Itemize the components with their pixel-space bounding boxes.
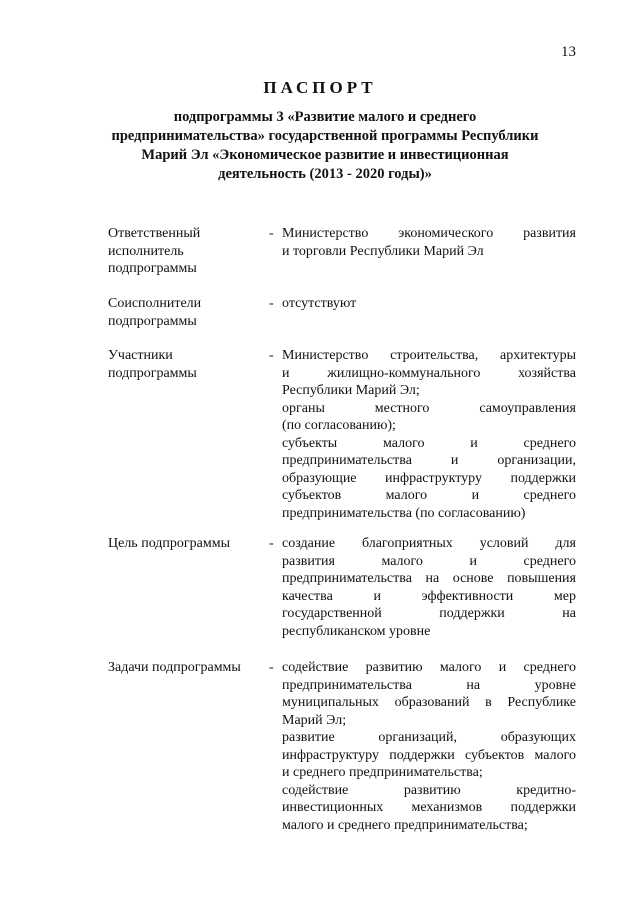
row-label xyxy=(108,347,258,382)
row-value-line xyxy=(282,817,576,835)
subtitle-line: Марий Эл «Экономическое развитие и инвестиционная xyxy=(141,147,509,163)
value-word: Республике xyxy=(507,695,576,710)
value-word: образований xyxy=(394,695,470,710)
value-word: поддержки xyxy=(510,470,576,486)
row-value-line xyxy=(282,347,576,365)
value-word: на xyxy=(562,606,576,621)
row-label-line: подпрограммы xyxy=(108,365,197,381)
value-word: предпринимательства xyxy=(282,677,412,693)
row-dash: - xyxy=(269,226,274,241)
row-value-line xyxy=(282,623,576,641)
value-word: образующих xyxy=(500,730,576,745)
row-value-line xyxy=(282,382,576,400)
row-value-line xyxy=(282,782,576,800)
row-value xyxy=(282,347,576,522)
value-word: субъектов xyxy=(282,488,342,503)
row-label xyxy=(108,659,258,677)
row-value-line xyxy=(282,400,576,418)
row-label-line: подпрограммы xyxy=(108,313,197,329)
value-word: субъектов xyxy=(465,747,525,763)
row-value-line xyxy=(282,659,576,677)
value-word: и xyxy=(373,588,381,604)
value-word: в xyxy=(485,695,492,710)
value-word: инфраструктуру xyxy=(385,470,482,486)
value-word: организаций, xyxy=(378,730,458,745)
row-label xyxy=(108,295,258,330)
value-word: экономического xyxy=(398,226,494,241)
value-word: на xyxy=(466,677,481,693)
value-word: Марий Эл; xyxy=(282,712,347,728)
subtitle-line: деятельность (2013 - 2020 годы)» xyxy=(218,166,432,182)
value-word: малого и среднего предпринимательства; xyxy=(282,817,528,833)
value-word: среднего xyxy=(523,660,576,675)
value-word: условий xyxy=(479,536,529,551)
row-label-line: Участники xyxy=(108,348,173,363)
value-word: содействие xyxy=(282,782,349,798)
value-word: образующие xyxy=(282,470,357,486)
value-word: поддержки xyxy=(510,800,576,815)
row-value-line xyxy=(282,535,576,553)
row-value-line xyxy=(282,470,576,488)
value-word: предпринимательства xyxy=(282,571,412,586)
subtitle-line: предпринимательства» государственной программы Республики xyxy=(111,128,539,144)
row-value-line xyxy=(282,365,576,383)
value-word: среднего xyxy=(523,488,576,503)
value-word: малого xyxy=(534,747,576,763)
value-word: и среднего предпринимательства; xyxy=(282,765,483,780)
value-word: механизмов xyxy=(411,800,483,815)
value-word: архитектуры xyxy=(500,348,576,363)
row-value-line xyxy=(282,570,576,588)
value-word: муниципальных xyxy=(282,695,379,710)
value-word: малого xyxy=(382,435,425,451)
row-value xyxy=(282,225,576,260)
value-word: самоуправления xyxy=(479,400,576,416)
value-word: и торговли Республики Марий Эл xyxy=(282,243,484,259)
value-word: уровне xyxy=(534,677,576,693)
value-word: отсутствуют xyxy=(282,296,357,311)
row-dash: - xyxy=(269,660,274,675)
page-number: 13 xyxy=(561,44,576,60)
row-value-line xyxy=(282,417,576,435)
value-word: организации, xyxy=(497,453,576,468)
row-value-line xyxy=(282,487,576,505)
value-word: и xyxy=(469,553,477,569)
value-word: Министерство xyxy=(282,348,369,363)
value-word: среднего xyxy=(523,553,576,569)
value-word: для xyxy=(555,536,576,551)
value-word: местного xyxy=(374,400,430,416)
row-value-line xyxy=(282,435,576,453)
value-word: строительства, xyxy=(390,348,479,363)
row-value-line xyxy=(282,452,576,470)
row-dash: - xyxy=(269,348,274,363)
value-word: хозяйства xyxy=(518,365,576,381)
row-label-line: Ответственный xyxy=(108,226,201,241)
row-value-line xyxy=(282,677,576,695)
value-word: малого xyxy=(439,660,482,675)
row-label-line: Соисполнители xyxy=(108,296,202,311)
row-value-line xyxy=(282,553,576,571)
subtitle xyxy=(80,108,570,184)
row-label-line: Задачи подпрограммы xyxy=(108,660,241,675)
value-word: мер xyxy=(553,588,576,604)
row-value xyxy=(282,659,576,834)
value-word: предпринимательства (по согласованию) xyxy=(282,505,526,521)
value-word: предпринимательства xyxy=(282,453,412,468)
row-value-line xyxy=(282,799,576,817)
value-word: и xyxy=(470,435,478,451)
value-word: государственной xyxy=(282,606,382,621)
row-label-line: исполнитель xyxy=(108,243,184,259)
row-value-line xyxy=(282,605,576,623)
value-word: малого xyxy=(385,488,428,503)
value-word: инвестиционных xyxy=(282,800,384,815)
row-dash: - xyxy=(269,296,274,311)
value-word: и xyxy=(282,365,290,381)
subtitle-line: подпрограммы 3 «Развитие малого и среднего xyxy=(173,109,477,125)
value-word: поддержки xyxy=(439,606,505,621)
row-value-line xyxy=(282,712,576,730)
row-value-line xyxy=(282,729,576,747)
value-word: развитию xyxy=(365,660,423,675)
value-word: повышения xyxy=(507,571,576,586)
value-word: развития xyxy=(523,226,576,241)
value-word: на xyxy=(425,571,440,586)
value-word: субъекты xyxy=(282,435,338,451)
row-value-line xyxy=(282,505,576,523)
value-word: Республики Марий Эл; xyxy=(282,383,420,398)
value-word: инфраструктуру xyxy=(282,747,379,763)
row-value-line xyxy=(282,747,576,765)
row-label xyxy=(108,225,258,278)
value-word: поддержки xyxy=(389,747,455,763)
row-label xyxy=(108,535,258,553)
value-word: республиканском уровне xyxy=(282,623,431,639)
row-label-line: подпрограммы xyxy=(108,261,197,276)
row-value-line xyxy=(282,694,576,712)
value-word: создание xyxy=(282,536,336,551)
value-word: и xyxy=(498,660,507,675)
value-word: основе xyxy=(452,571,494,586)
value-word: Министерство xyxy=(282,226,369,241)
value-word: (по согласованию); xyxy=(282,418,396,433)
row-value-line xyxy=(282,588,576,606)
value-word: кредитно- xyxy=(516,782,576,798)
page-title: ПАСПОРТ xyxy=(263,78,377,97)
row-value-line xyxy=(282,243,576,261)
value-word: качества xyxy=(282,588,333,604)
value-word: развитие xyxy=(282,730,335,745)
value-word: среднего xyxy=(523,435,576,451)
row-label-line: Цель подпрограммы xyxy=(108,536,230,551)
value-word: и xyxy=(450,453,459,468)
value-word: и xyxy=(471,488,480,503)
row-value-line xyxy=(282,764,576,782)
value-word: малого xyxy=(381,553,423,569)
value-word: органы xyxy=(282,400,325,416)
value-word: развитию xyxy=(403,782,461,798)
row-dash: - xyxy=(269,536,274,551)
row-value xyxy=(282,295,576,313)
row-value xyxy=(282,535,576,640)
row-value-line xyxy=(282,225,576,243)
value-word: содействие xyxy=(282,660,349,675)
value-word: развития xyxy=(282,553,335,569)
value-word: эффективности xyxy=(421,588,514,604)
value-word: жилищно-коммунального xyxy=(327,365,481,381)
value-word: благоприятных xyxy=(361,536,453,551)
row-value-line xyxy=(282,295,576,313)
